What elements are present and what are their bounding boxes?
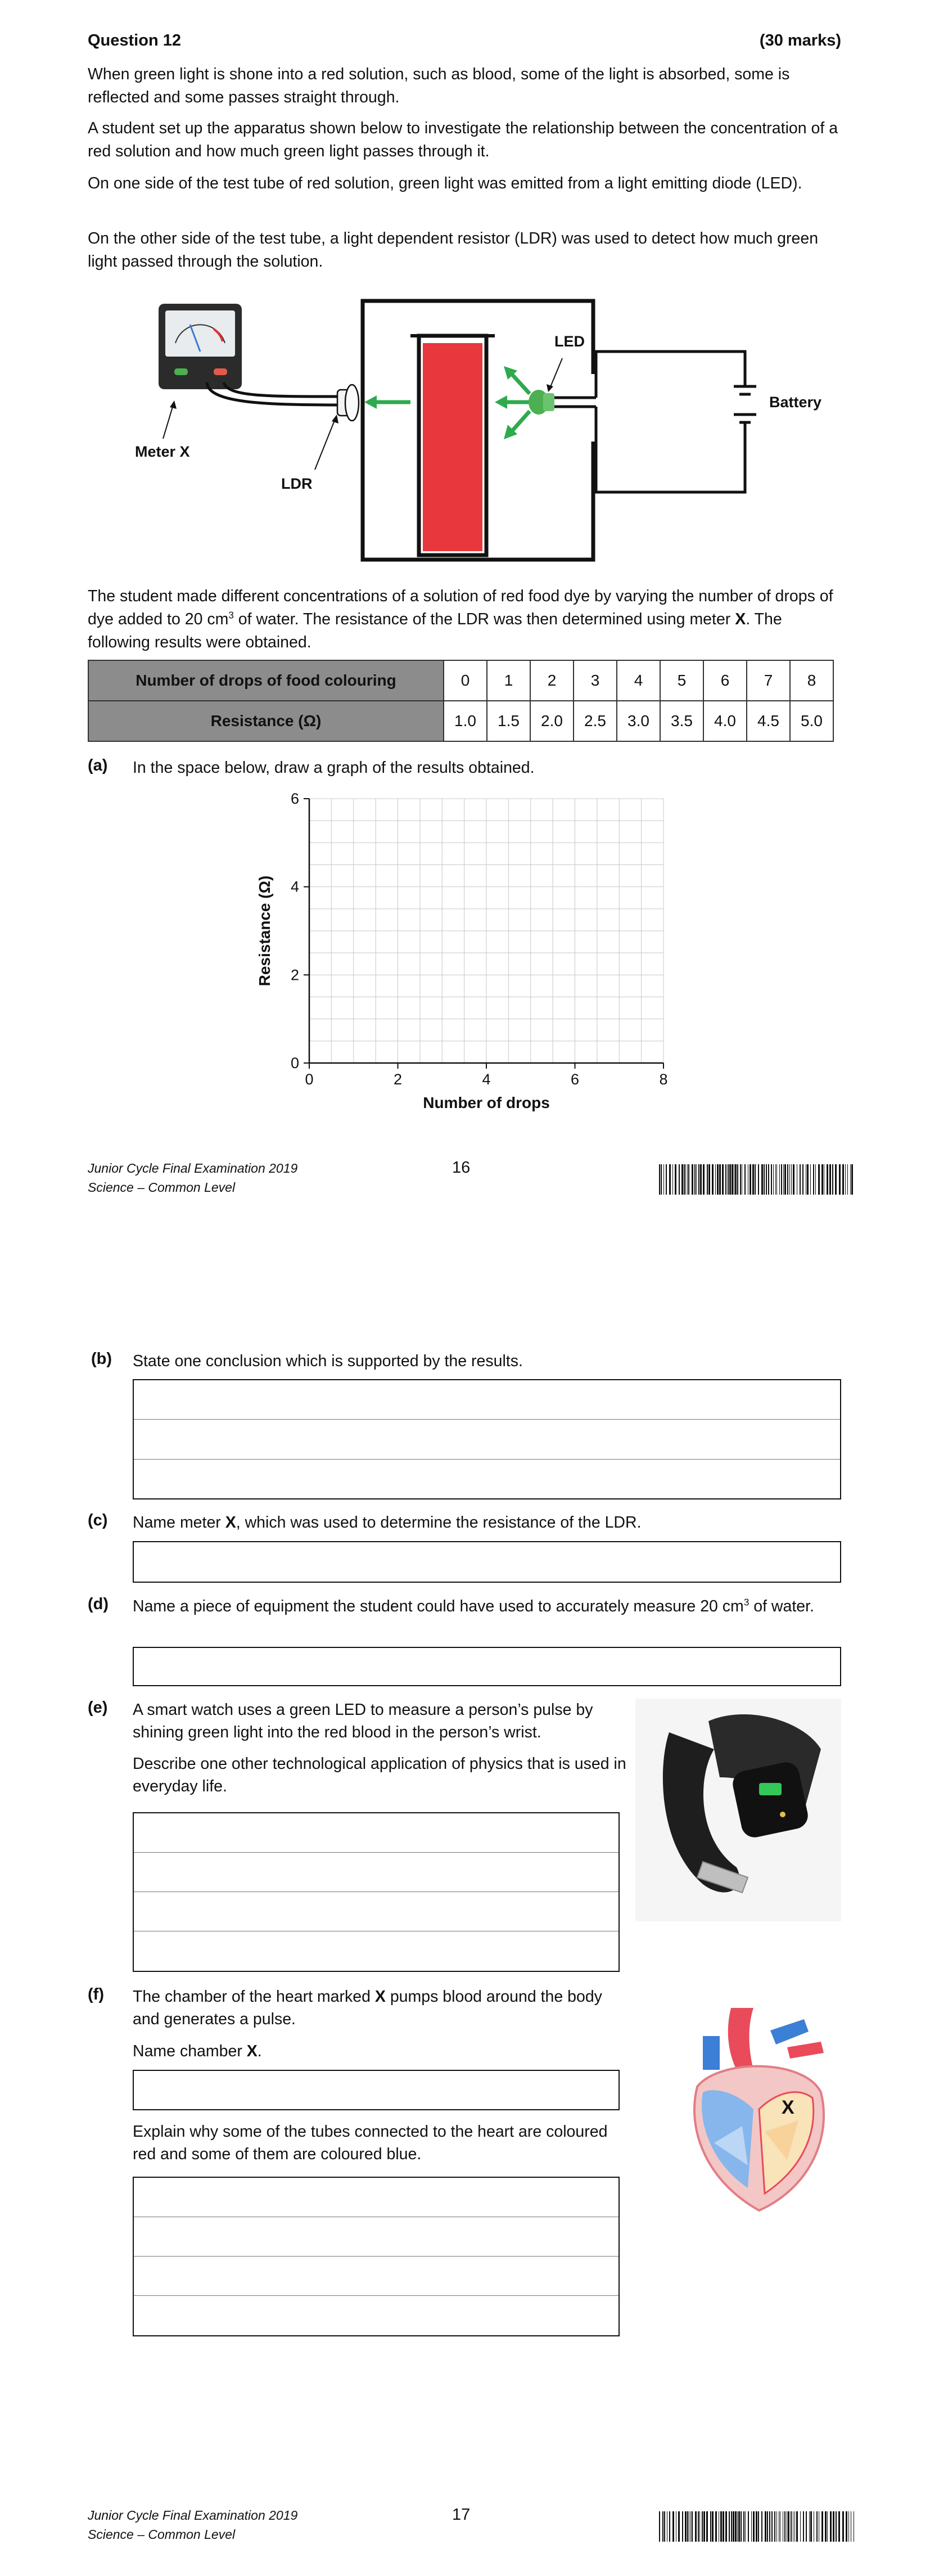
part-e-text-2: Describe one other technological application of physics that is used in everyday life. xyxy=(133,1755,626,1795)
part-c-label: (c) xyxy=(88,1511,108,1529)
barcode-bar xyxy=(848,2511,849,2542)
barcode-bar xyxy=(818,1164,820,1195)
resistance-cell: 4.5 xyxy=(747,701,790,741)
part-d-text-b: of water. xyxy=(749,1597,814,1615)
barcode-bar xyxy=(827,2511,828,2542)
footer-exam: Junior Cycle Final Examination 2019 xyxy=(88,2508,298,2523)
ldr-label: LDR xyxy=(281,475,313,492)
meter-x-label: Meter X xyxy=(135,443,190,460)
barcode-bar xyxy=(768,1164,769,1195)
barcode-bar xyxy=(838,2511,840,2542)
y-tick-label: 0 xyxy=(290,1055,299,1071)
part-f-explain-answer-box[interactable] xyxy=(133,2177,620,2336)
barcode-bar xyxy=(755,1164,756,1195)
barcode-bar xyxy=(829,1164,831,1195)
barcode-bar xyxy=(659,2511,660,2542)
barcode-bar xyxy=(821,2511,823,2542)
barcode-bar xyxy=(706,2511,708,2542)
barcode-bar xyxy=(741,2511,742,2542)
barcode-bar xyxy=(688,1164,689,1195)
barcode-bar xyxy=(745,2511,746,2542)
barcode-bar xyxy=(672,1164,673,1195)
barcode-bar xyxy=(694,1164,696,1195)
footer-subject: Science – Common Level xyxy=(88,1180,236,1195)
resistance-cell: 3.0 xyxy=(617,701,660,741)
barcode-bar xyxy=(696,1164,697,1195)
barcode-bar xyxy=(750,1164,751,1195)
barcode-bar xyxy=(707,1164,708,1195)
barcode-bar xyxy=(702,2511,703,2542)
barcode-bar xyxy=(842,1164,844,1195)
y-tick-label: 4 xyxy=(290,878,299,895)
part-a-label: (a) xyxy=(88,756,108,774)
part-f-text-1 xyxy=(133,1985,627,2030)
footer-exam: Junior Cycle Final Examination 2019 xyxy=(88,1161,298,1176)
barcode-bar xyxy=(740,1164,741,1195)
barcode-bar xyxy=(845,1164,846,1195)
barcode-bar xyxy=(813,1164,814,1195)
barcode-bar xyxy=(787,1164,788,1195)
footer-16 xyxy=(88,1159,297,1197)
part-d-label: (d) xyxy=(88,1595,109,1613)
part-b-text: State one conclusion which is supported by the results. xyxy=(133,1352,523,1370)
part-a-text: In the space below, draw a graph of the results obtained. xyxy=(133,759,535,777)
barcode-bar xyxy=(825,2511,827,2542)
intro-paragraph-4: On the other side of the test tube, a light dependent resistor (LDR) was used to detect how much green light passed through the solution. xyxy=(88,229,819,271)
barcode-bar xyxy=(735,2511,737,2542)
drops-cell: 1 xyxy=(487,660,530,701)
barcode-bar xyxy=(669,1164,671,1195)
part-f-text-1a: The chamber of the heart marked xyxy=(133,1988,375,2006)
barcode-bar xyxy=(752,1164,754,1195)
part-c-meter: X xyxy=(225,1514,236,1532)
barcode-icon xyxy=(658,1164,857,1203)
barcode-bar xyxy=(832,1164,833,1195)
apparatus-diagram xyxy=(129,290,832,568)
barcode-bar xyxy=(851,1164,853,1195)
barcode-bar xyxy=(784,1164,786,1195)
part-f-chamber: X xyxy=(374,1988,386,2006)
barcode-bar xyxy=(751,2511,752,2542)
red-solution xyxy=(423,343,482,551)
method-meter: X xyxy=(735,610,746,628)
barcode-bar xyxy=(735,1164,737,1195)
x-axis-label: Number of drops xyxy=(423,1094,550,1111)
part-e-label: (e) xyxy=(88,1699,108,1717)
barcode-bar xyxy=(766,1164,767,1195)
drops-cell: 7 xyxy=(747,660,790,701)
x-tick-label: 2 xyxy=(393,1071,403,1088)
light-arrows-transmitted xyxy=(364,395,410,409)
y-tick-label: 6 xyxy=(290,790,299,807)
part-f-text-2 xyxy=(133,2040,262,2062)
part-d-sup: 3 xyxy=(743,1597,750,1608)
barcode-bar xyxy=(672,2511,674,2542)
heart-image xyxy=(663,1997,843,2222)
method-text-3: . The following results were obtained. xyxy=(88,610,782,651)
barcode-bar xyxy=(695,2511,697,2542)
barcode-bar xyxy=(807,1164,809,1195)
barcode-bar xyxy=(809,2511,810,2542)
resistance-cell: 1.5 xyxy=(487,701,530,741)
barcode-bar xyxy=(692,2511,693,2542)
barcode-bar xyxy=(659,1164,660,1195)
barcode-bar xyxy=(712,1164,714,1195)
graph-grid[interactable] xyxy=(242,787,692,1125)
barcode-bar xyxy=(684,1164,685,1195)
barcode-bar xyxy=(833,2511,834,2542)
drops-cell: 2 xyxy=(530,660,574,701)
resistance-row xyxy=(88,701,833,741)
barcode-bar xyxy=(703,1164,705,1195)
smart-watch-image xyxy=(635,1699,841,1921)
barcode-bar xyxy=(800,2511,801,2542)
y-axis-label: Resistance (Ω) xyxy=(256,875,273,987)
barcode-bar xyxy=(699,2511,700,2542)
barcode-bar xyxy=(738,2511,740,2542)
light-arrows-emitted xyxy=(495,366,531,439)
barcode-bar xyxy=(666,1164,667,1195)
barcode-bar xyxy=(839,1164,841,1195)
led-icon xyxy=(529,390,596,415)
barcode-bar xyxy=(685,2511,687,2542)
barcode-bar xyxy=(783,1164,784,1195)
barcode-bar xyxy=(698,1164,699,1195)
barcode-bar xyxy=(830,2511,832,2542)
barcode-bar xyxy=(758,1164,759,1195)
intro-paragraph-3: On one side of the test tube of red solution, green light was emitted from a light emitting diode (LED). xyxy=(88,174,802,192)
question-header xyxy=(88,31,841,50)
barcode-bar xyxy=(806,2511,807,2542)
answer-line xyxy=(134,1459,840,1460)
intro-paragraph-2: A student set up the apparatus shown below to investigate the relationship between the concentration of a red solution and how much green light passes through it. xyxy=(88,119,838,160)
drops-header: Number of drops of food colouring xyxy=(88,660,444,701)
barcode-bar xyxy=(773,1164,774,1195)
battery-icon xyxy=(734,386,756,430)
barcode-bar xyxy=(761,2511,762,2542)
barcode-bar xyxy=(723,2511,724,2542)
barcode-bar xyxy=(781,1164,782,1195)
intro-paragraph-1: When green light is shone into a red solution, such as blood, some of the light is absorbed, some is reflected and some passes straight through. xyxy=(88,65,790,106)
part-f-label: (f) xyxy=(88,1985,104,2003)
resistance-cell: 5.0 xyxy=(790,701,833,741)
resistance-cell: 2.5 xyxy=(574,701,617,741)
method-text-2: of water. The resistance of the LDR was then determined using meter xyxy=(233,610,735,628)
part-b-answer-box[interactable] xyxy=(133,1379,841,1499)
part-e-answer-box[interactable] xyxy=(133,1812,620,1972)
x-tick-label: 6 xyxy=(570,1071,580,1088)
footer-17 xyxy=(88,2506,297,2544)
barcode-bar xyxy=(703,2511,705,2542)
barcode-bar xyxy=(725,1164,726,1195)
part-b-label: (b) xyxy=(91,1350,112,1368)
barcode-bar xyxy=(846,2511,847,2542)
answer-line xyxy=(134,1419,840,1420)
barcode-bar xyxy=(810,2511,812,2542)
barcode-bar xyxy=(692,1164,693,1195)
barcode-bar xyxy=(803,2511,804,2542)
drops-cell: 5 xyxy=(660,660,703,701)
barcode-bar xyxy=(764,1164,765,1195)
barcode-bar xyxy=(791,1164,792,1195)
barcode-bar xyxy=(687,2511,688,2542)
barcode-bar xyxy=(789,1164,790,1195)
barcode-bar xyxy=(815,1164,816,1195)
barcode-bar xyxy=(679,1164,680,1195)
barcode-bar xyxy=(779,1164,780,1195)
barcode-bar xyxy=(663,1164,664,1195)
part-c-text-a: Name meter xyxy=(133,1514,225,1532)
barcode-bar xyxy=(847,1164,848,1195)
footer-subject: Science – Common Level xyxy=(88,2527,236,2542)
barcode-bar xyxy=(732,1164,733,1195)
barcode-bar xyxy=(681,1164,683,1195)
barcode-bar xyxy=(662,2511,663,2542)
barcode-bar xyxy=(761,1164,763,1195)
barcode-bar xyxy=(842,2511,844,2542)
part-f-text-2a: Name chamber xyxy=(133,2042,247,2060)
page-number: 16 xyxy=(452,1159,471,1177)
barcode-bar xyxy=(836,2511,837,2542)
page-number: 17 xyxy=(452,2506,471,2524)
part-f-text-1b: pumps blood around the body and generates a pulse. xyxy=(133,1988,602,2028)
barcode-bar xyxy=(765,2511,766,2542)
barcode-bar xyxy=(769,2511,770,2542)
barcode-bar xyxy=(800,1164,801,1195)
barcode-bar xyxy=(719,1164,721,1195)
x-tick-label: 4 xyxy=(482,1071,491,1088)
barcode-bar xyxy=(687,1164,688,1195)
barcode-bar xyxy=(771,2511,773,2542)
part-e-text-1: A smart watch uses a green LED to measure a person’s pulse by shining green light into the red blood in the person’s wrist. xyxy=(133,1701,593,1741)
part-f-text-3: Explain why some of the tubes connected to the heart are coloured red and some of them are coloured blue. xyxy=(133,2123,608,2163)
barcode-bar xyxy=(774,2511,775,2542)
ldr-icon xyxy=(337,385,359,421)
barcode-bar xyxy=(700,1164,702,1195)
barcode-bar xyxy=(690,2511,691,2542)
part-d-text xyxy=(133,1595,841,1618)
barcode-bar xyxy=(685,1164,686,1195)
barcode-bar xyxy=(827,1164,828,1195)
drops-cell: 6 xyxy=(703,660,747,701)
answer-line xyxy=(134,1852,619,1853)
part-c-text-b: , which was used to determine the resistance of the LDR. xyxy=(236,1514,642,1532)
barcode-bar xyxy=(758,2511,759,2542)
barcode-bar xyxy=(771,1164,772,1195)
barcode-bar xyxy=(737,2511,738,2542)
barcode-bar xyxy=(743,2511,744,2542)
barcode-bar xyxy=(744,1164,746,1195)
barcode-bar xyxy=(791,2511,792,2542)
x-tick-label: 8 xyxy=(659,1071,668,1088)
barcode-bar xyxy=(722,1164,724,1195)
barcode-bar xyxy=(725,2511,727,2542)
barcode-bar xyxy=(720,2511,722,2542)
barcode-bar xyxy=(821,1164,823,1195)
resistance-header: Resistance (Ω) xyxy=(88,701,444,741)
barcode-bar xyxy=(733,2511,734,2542)
barcode-bar xyxy=(708,1164,710,1195)
barcode-bar xyxy=(802,1164,803,1195)
question-title: Question 12 xyxy=(88,31,181,49)
barcode-bar xyxy=(661,1164,662,1195)
barcode-bar xyxy=(712,2511,714,2542)
resistance-cell: 2.0 xyxy=(530,701,574,741)
resistance-cell: 3.5 xyxy=(660,701,703,741)
part-d-text-a: Name a piece of equipment the student could have used to accurately measure 20 cm xyxy=(133,1597,744,1615)
barcode-bar xyxy=(788,2511,789,2542)
barcode-bar xyxy=(728,1164,729,1195)
barcode-bar xyxy=(753,2511,755,2542)
barcode-bar xyxy=(793,1164,794,1195)
resistance-cell: 4.0 xyxy=(703,701,747,741)
results-table xyxy=(88,660,834,742)
question-marks: (30 marks) xyxy=(759,31,841,49)
meter-x-icon xyxy=(159,304,242,389)
answer-line xyxy=(134,2256,619,2257)
barcode-bar xyxy=(850,1164,851,1195)
barcode-bar xyxy=(731,2511,732,2542)
barcode-bar xyxy=(776,2511,777,2542)
barcode-bar xyxy=(756,2511,757,2542)
barcode-bar xyxy=(715,1164,716,1195)
part-c-text xyxy=(133,1511,642,1534)
part-f-text-2b: . xyxy=(257,2042,262,2060)
x-tick-label: 0 xyxy=(305,1071,314,1088)
barcode-bar xyxy=(729,1164,731,1195)
drops-cell: 4 xyxy=(617,660,660,701)
barcode-bar xyxy=(784,2511,785,2542)
barcode-bar xyxy=(816,2511,818,2542)
resistance-cell: 1.0 xyxy=(444,701,487,741)
barcode-bar xyxy=(835,1164,837,1195)
y-tick-label: 2 xyxy=(290,966,299,984)
drops-cell: 8 xyxy=(790,660,833,701)
method-text-1: The student made different concentrations of a solution of red food dye by varying the number of drops of dye added to 20 cm xyxy=(88,587,833,628)
part-f-chamber-answer-box[interactable] xyxy=(133,2070,620,2110)
barcode-bar xyxy=(678,2511,680,2542)
barcode-bar xyxy=(715,2511,717,2542)
barcode-bar xyxy=(717,1164,719,1195)
barcode-bar xyxy=(767,2511,768,2542)
barcode-bar xyxy=(682,2511,683,2542)
barcode-bar xyxy=(737,1164,738,1195)
part-d-answer-box[interactable] xyxy=(133,1647,841,1686)
answer-line xyxy=(134,2295,619,2296)
barcode-bar xyxy=(664,2511,665,2542)
drops-cell: 3 xyxy=(574,660,617,701)
barcode-bar xyxy=(775,1164,776,1195)
barcode-bar xyxy=(810,1164,811,1195)
barcode-bar xyxy=(729,2511,730,2542)
part-c-answer-box[interactable] xyxy=(133,1541,841,1583)
barcode-bar xyxy=(669,2511,670,2542)
barcode-bar xyxy=(796,2511,798,2542)
method-paragraph xyxy=(88,585,841,654)
barcode-bar xyxy=(710,2511,711,2542)
drops-cell: 0 xyxy=(444,660,487,701)
barcode-bar xyxy=(748,2511,749,2542)
led-label: LED xyxy=(554,333,585,350)
barcode-bar xyxy=(794,2511,795,2542)
drops-row xyxy=(88,660,833,701)
barcode-bar xyxy=(698,2511,699,2542)
barcode-bar xyxy=(776,1164,777,1195)
heart-chamber-label: X xyxy=(782,2097,794,2118)
method-sup: 3 xyxy=(228,610,234,621)
barcode-icon xyxy=(658,2511,857,2550)
battery-label: Battery xyxy=(769,394,822,411)
barcode-bar xyxy=(675,1164,676,1195)
part-f-chamber-2: X xyxy=(246,2042,258,2060)
